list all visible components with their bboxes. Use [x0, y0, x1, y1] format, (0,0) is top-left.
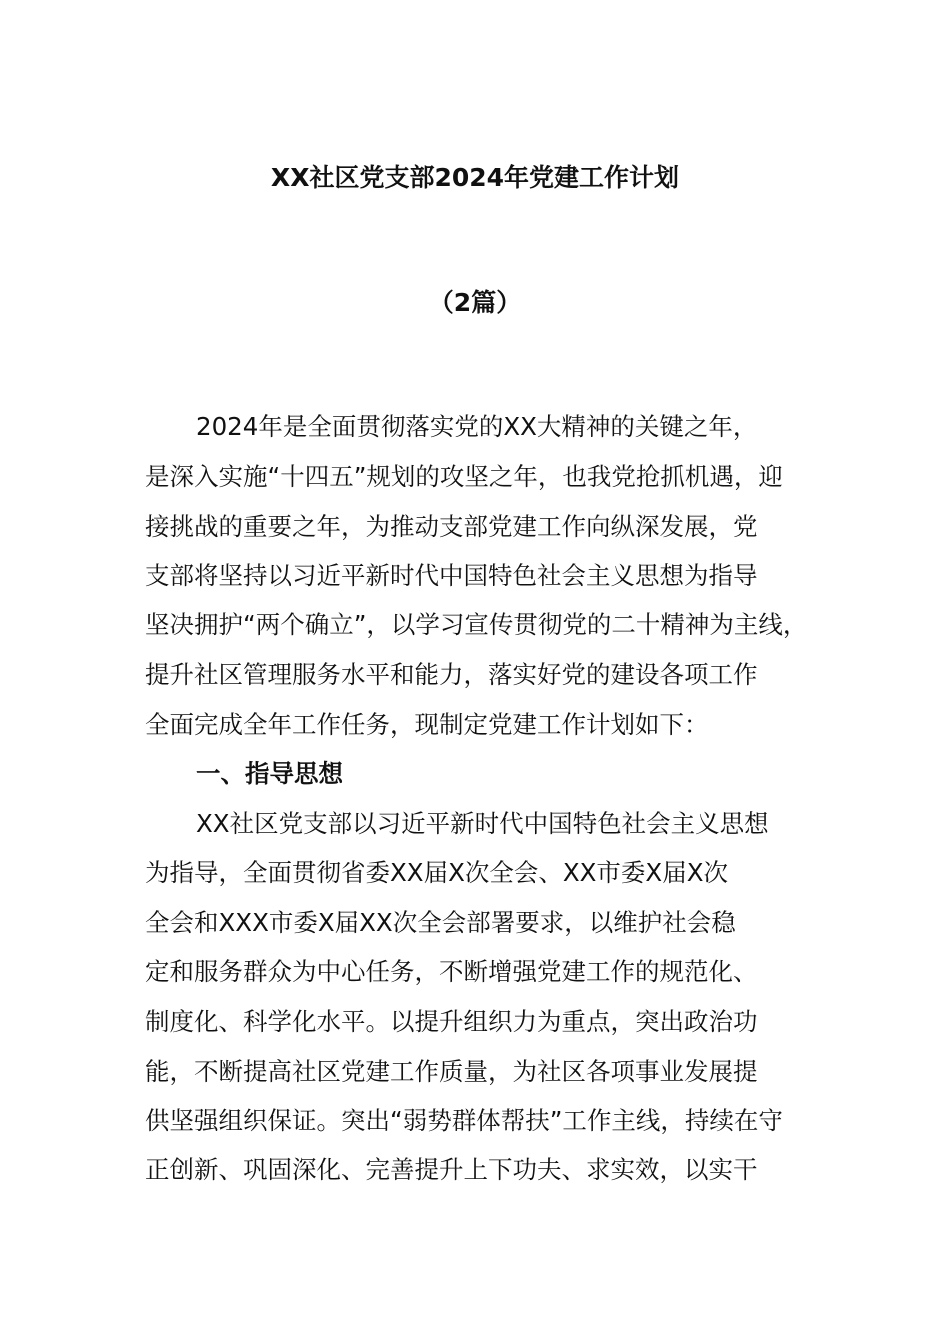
- paragraph-line: 能，不断提高社区党建工作质量，为社区各项事业发展提: [145, 1057, 758, 1086]
- paragraph-line: 正创新、巩固深化、完善提升上下功夫、求实效，以实干: [145, 1155, 758, 1184]
- paragraph-line: 支部将坚持以习近平新时代中国特色社会主义思想为指导: [145, 561, 758, 590]
- document-subtitle: （2篇）: [428, 288, 522, 317]
- paragraph-line: 全面完成全年工作任务，现制定党建工作计划如下：: [145, 710, 709, 739]
- document-title: XX社区党支部2024年党建工作计划: [270, 163, 680, 192]
- paragraph-line: 制度化、科学化水平。以提升组织力为重点，突出政治功: [145, 1007, 758, 1036]
- paragraph-line: 坚决拥护“两个确立”，以学习宣传贯彻党的二十精神为主线，: [145, 610, 808, 639]
- paragraph-line: 为指导，全面贯彻省委XX届X次全会、XX市委X届X次: [145, 858, 728, 887]
- paragraph-line: 定和服务群众为中心任务，不断增强党建工作的规范化、: [145, 957, 758, 986]
- paragraph-line: 全会和XXX市委X届XX次全会部署要求，以维护社会稳: [145, 908, 736, 937]
- paragraph-line: 接挑战的重要之年，为推动支部党建工作向纵深发展，党: [145, 512, 758, 541]
- paragraph-line: XX社区党支部以习近平新时代中国特色社会主义思想: [196, 809, 769, 838]
- paragraph-line: 提升社区管理服务水平和能力，落实好党的建设各项工作: [145, 660, 758, 689]
- paragraph-line: 2024年是全面贯彻落实党的XX大精神的关键之年，: [196, 412, 758, 441]
- paragraph-line: 是深入实施“十四五”规划的攻坚之年，也我党抢抓机遇，迎: [145, 462, 783, 491]
- paragraph-line: 供坚强组织保证。突出“弱势群体帮扶”工作主线，持续在守: [145, 1106, 783, 1135]
- section-heading: 一、指导思想: [196, 759, 343, 788]
